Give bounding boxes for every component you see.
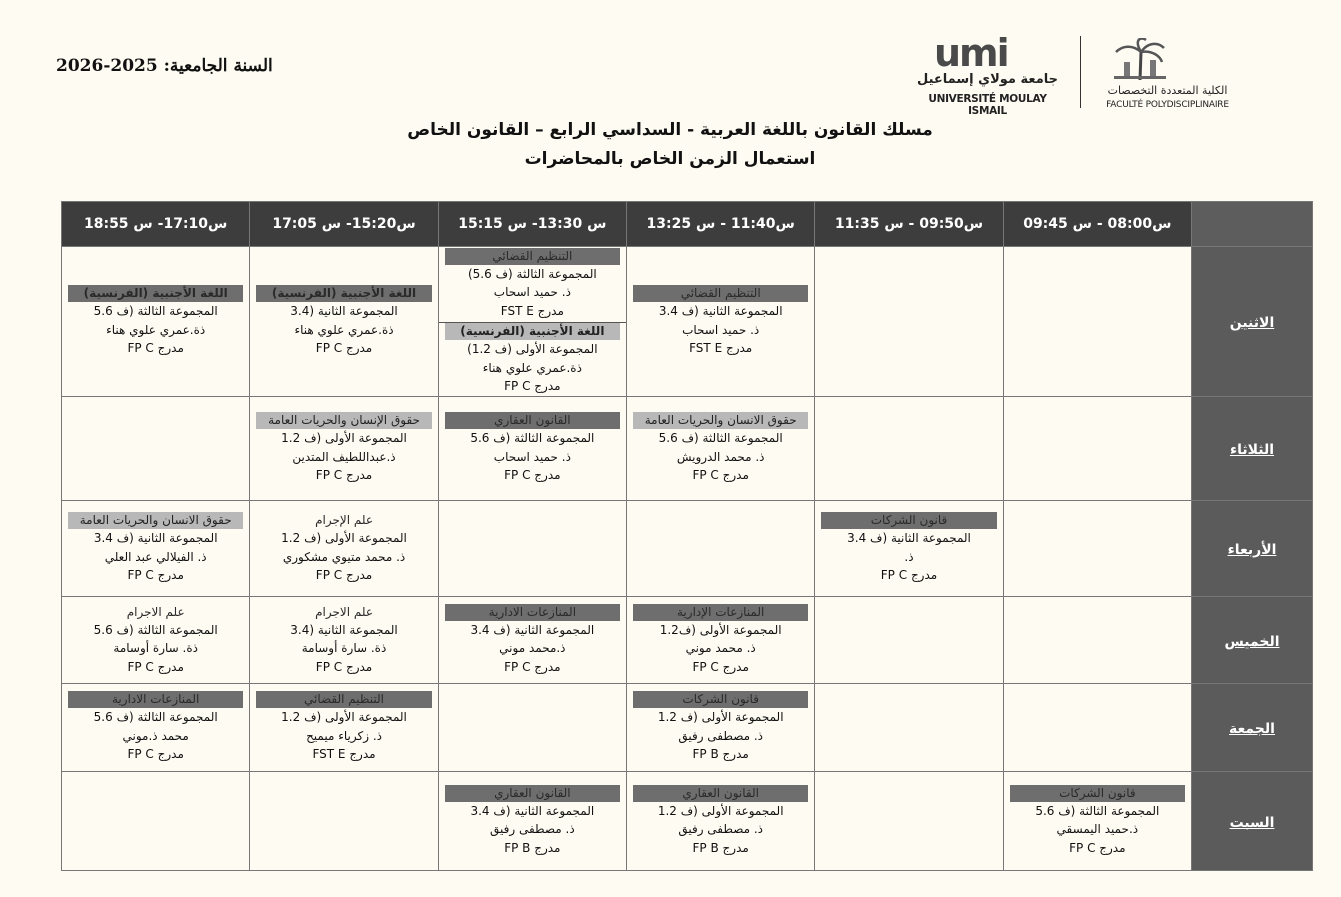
- class-professor: ذة. سارة أوسامة: [301, 641, 387, 656]
- day-label-cell: [1192, 597, 1313, 684]
- day-row: [62, 247, 1313, 397]
- class-room: مدرج FP B: [504, 840, 561, 855]
- class-group: المجموعة الثانية (3.4: [290, 304, 398, 319]
- class-group: المجموعة الأولى (ف 1.2: [281, 431, 407, 446]
- class-entry: [1004, 785, 1191, 858]
- schedule-cell: [250, 597, 438, 684]
- class-room: مدرج FP C: [692, 468, 749, 483]
- class-subject: التنظيم القضائي: [633, 285, 808, 302]
- day-row: [62, 501, 1313, 597]
- day-label: السبت: [1229, 814, 1275, 831]
- class-entry: [250, 691, 437, 764]
- schedule-cell: [815, 247, 1003, 397]
- schedule-cell: [1003, 501, 1191, 597]
- class-professor: ذة.عمري علوي هناء: [482, 360, 582, 375]
- day-label-cell: [1192, 684, 1313, 772]
- schedule-cell: [627, 247, 815, 397]
- day-label: الخميس: [1224, 633, 1280, 650]
- class-room: مدرج FP C: [127, 747, 184, 762]
- schedule-cell: [438, 397, 626, 501]
- schedule-cell: [627, 397, 815, 501]
- time-slot-header: س 13:30- س 15:15: [438, 202, 626, 247]
- class-group: المجموعة الثالثة (ف 5.6: [1035, 803, 1160, 818]
- faculty-logo: [1100, 38, 1235, 114]
- class-subject: التنظيم القضائي: [445, 248, 620, 265]
- class-subject: القانون العقاري: [445, 785, 620, 802]
- time-slot-header: س15:20- س 17:05: [250, 202, 438, 247]
- class-professor: ذ.محمد موني: [499, 641, 566, 656]
- class-room: مدرج FP C: [127, 659, 184, 674]
- class-entry: [627, 604, 814, 677]
- class-professor: ذة.عمري علوي هناء: [106, 322, 206, 337]
- class-room: مدرج FP C: [692, 659, 749, 674]
- schedule-cell: [250, 247, 438, 397]
- class-group: المجموعة الثانية (ف 3.4: [470, 622, 595, 637]
- day-row: [62, 597, 1313, 684]
- class-subject: حقوق الإنسان والحريات العامة: [256, 412, 431, 429]
- class-entry: [62, 512, 249, 585]
- umi-name-french: UNIVERSITÉ MOULAY ISMAIL: [928, 93, 1047, 117]
- class-subject: القانون العقاري: [445, 412, 620, 429]
- class-professor: ذ. الفيلالي عبد العلي: [104, 549, 207, 564]
- class-entry: [439, 248, 626, 321]
- timetable: [61, 201, 1313, 871]
- class-group: المجموعة الأولى (ف 1.2: [281, 531, 407, 546]
- class-subject: علم الاجرام: [315, 604, 373, 619]
- corner-cell: [1192, 202, 1313, 247]
- class-room: مدرج FP C: [315, 341, 373, 356]
- class-entry: [439, 322, 626, 396]
- class-entry: [439, 604, 626, 677]
- class-entry: [62, 604, 249, 677]
- day-label: الأربعاء: [1227, 542, 1277, 558]
- class-subject: قانون الشركات: [821, 512, 996, 529]
- schedule-cell: [627, 501, 815, 597]
- class-professor: ذ. حميد اسحاب: [682, 322, 760, 337]
- schedule-cell: [1003, 684, 1191, 772]
- schedule-cell: [250, 772, 438, 871]
- day-row: [62, 397, 1313, 501]
- faculty-name-french: FACULTÉ POLYDISCIPLINAIRE: [1106, 100, 1229, 110]
- class-professor: ذ. مصطفى رفيق: [490, 822, 575, 837]
- schedule-cell: [1003, 397, 1191, 501]
- class-entry: [815, 512, 1002, 585]
- schedule-cell: [438, 247, 626, 397]
- time-slot-header: س17:10- س 18:55: [62, 202, 250, 247]
- academic-year: السنة الجامعية: 2025-2026: [56, 56, 273, 76]
- class-room: مدرج FST E: [500, 303, 564, 318]
- class-entry: [439, 412, 626, 485]
- class-subject: اللغة الأجنبية (الفرنسية): [256, 285, 431, 302]
- class-subject: اللغة الأجنبية (الفرنسية): [445, 323, 620, 340]
- schedule-cell: [627, 684, 815, 772]
- schedule-cell: [438, 501, 626, 597]
- class-entry: [250, 412, 437, 485]
- faculty-name-arabic: الكلية المتعددة التخصصات: [1107, 84, 1228, 97]
- class-room: مدرج FST E: [312, 747, 376, 762]
- class-group: المجموعة الثانية (ف 3.4: [658, 304, 783, 319]
- class-professor: ذ. حميد اسحاب: [493, 285, 571, 299]
- time-slot-header: س08:00 - س 09:45: [1003, 202, 1191, 247]
- day-label: الجمعة: [1229, 721, 1275, 737]
- schedule-cell: [815, 684, 1003, 772]
- class-group: المجموعة الثالثة (ف 5.6: [93, 304, 218, 319]
- logo-divider: [1080, 36, 1081, 108]
- umi-name-arabic: جامعة مولاي إسماعيل: [917, 72, 1058, 87]
- class-professor: ذ. محمد الدرويش: [676, 449, 765, 464]
- class-subject: حقوق الانسان والحريات العامة: [68, 512, 243, 529]
- class-subject: القانون العقاري: [633, 785, 808, 802]
- class-entry: [250, 604, 437, 677]
- time-slot-header: س11:40 - س 13:25: [627, 202, 815, 247]
- class-group: المجموعة الثانية (ف 3.4: [93, 531, 218, 546]
- class-professor: ذ. مصطفى رفيق: [678, 728, 764, 743]
- class-subject: اللغة الأجنبية (الفرنسية): [68, 285, 243, 302]
- class-professor: ذ.: [904, 549, 914, 564]
- class-entry: [250, 512, 437, 585]
- umi-logo: [910, 31, 1070, 117]
- class-subject: المنازعات الإدارية: [633, 604, 808, 621]
- schedule-cell: [815, 397, 1003, 501]
- class-room: مدرج FP C: [880, 568, 938, 583]
- class-group: المجموعة الأولى (ف 1.2: [657, 803, 784, 818]
- class-group: المجموعة الثالثة (ف 5.6): [467, 266, 597, 281]
- schedule-cell: [627, 597, 815, 684]
- class-room: مدرج FP C: [504, 468, 561, 483]
- schedule-cell: [815, 501, 1003, 597]
- class-room: مدرج FP B: [692, 840, 749, 855]
- schedule-cell: [62, 684, 250, 772]
- class-entry: [627, 285, 814, 358]
- schedule-cell: [62, 501, 250, 597]
- class-room: مدرج FP B: [692, 747, 749, 762]
- class-group: المجموعة الأولى (ف 1.2): [467, 342, 598, 356]
- class-group: المجموعة الأولى (ف1.2: [659, 622, 782, 637]
- class-group: المجموعة الثالثة (ف 5.6: [93, 710, 218, 725]
- class-room: مدرج FP C: [315, 468, 373, 483]
- class-professor: ذ.عبداللطيف المتدين: [292, 449, 396, 464]
- class-subject: المنازعات الادارية: [445, 604, 620, 621]
- class-entry: [439, 785, 626, 858]
- class-entry: [627, 691, 814, 764]
- day-label-cell: [1192, 501, 1313, 597]
- palm-tree-icon: [1110, 38, 1170, 82]
- class-room: مدرج FP C: [504, 659, 561, 674]
- class-group: المجموعة الثانية (ف 3.4: [847, 531, 971, 546]
- day-row: [62, 684, 1313, 772]
- class-entry: [250, 285, 437, 358]
- class-subject: المنازعات الادارية: [68, 691, 243, 708]
- class-professor: محمد ذ.موني: [122, 728, 189, 743]
- class-entry: [627, 785, 814, 858]
- schedule-cell: [250, 397, 438, 501]
- class-room: مدرج FP C: [127, 568, 184, 583]
- time-header-row: [62, 202, 1313, 247]
- schedule-cell: [62, 597, 250, 684]
- schedule-cell: [1003, 597, 1191, 684]
- class-subject: علم الاجرام: [126, 604, 185, 619]
- day-label-cell: [1192, 772, 1313, 871]
- schedule-cell: [62, 772, 250, 871]
- class-professor: ذة. سارة أوسامة: [113, 641, 198, 656]
- class-professor: ذة.عمري علوي هناء: [294, 322, 394, 337]
- class-group: المجموعة الأولى (ف 1.2: [657, 710, 784, 725]
- class-professor: ذ. محمد متيوي مشكوري: [282, 549, 406, 564]
- class-room: مدرج FP C: [315, 659, 373, 674]
- class-entry: [62, 285, 249, 358]
- umi-logo-mark: umi: [934, 31, 1008, 75]
- class-professor: ذ.حميد اليمسقي: [1056, 822, 1139, 837]
- class-subject: قانون الشركات: [1010, 785, 1185, 802]
- class-professor: ذ. مصطفى رفيق: [678, 822, 764, 837]
- class-subject: التنظيم القضائي: [256, 691, 431, 708]
- schedule-cell: [250, 501, 438, 597]
- schedule-cell: [438, 772, 626, 871]
- day-label: الاثنين: [1229, 315, 1275, 331]
- class-subject: علم الإجرام: [315, 513, 373, 528]
- class-subject: قانون الشركات: [633, 691, 808, 708]
- program-title: مسلك القانون باللغة العربية - السداسي الرابع – القانون الخاص: [407, 120, 933, 140]
- schedule-cell: [438, 684, 626, 772]
- class-subject: حقوق الانسان والحريات العامة: [633, 412, 808, 429]
- class-room: مدرج FP C: [315, 568, 373, 583]
- day-label-cell: [1192, 247, 1313, 397]
- schedule-cell: [62, 247, 250, 397]
- schedule-cell: [627, 772, 815, 871]
- class-professor: ذ. محمد موني: [685, 641, 756, 656]
- schedule-cell: [1003, 247, 1191, 397]
- class-group: المجموعة الثالثة (ف 5.6: [93, 622, 218, 637]
- class-group: المجموعة الثانية (ف 3.4: [470, 803, 595, 818]
- day-row: [62, 772, 1313, 871]
- class-room: مدرج FP C: [504, 379, 561, 393]
- class-group: المجموعة الثالثة (ف 5.6: [658, 431, 783, 446]
- class-room: مدرج FST E: [689, 341, 753, 356]
- class-group: المجموعة الثالثة (ف 5.6: [470, 431, 595, 446]
- schedule-cell: [815, 597, 1003, 684]
- class-group: المجموعة الثانية (3.4: [290, 622, 398, 637]
- class-entry: [62, 691, 249, 764]
- class-group: المجموعة الأولى (ف 1.2: [281, 710, 407, 725]
- class-professor: ذ. حميد اسحاب: [493, 449, 571, 464]
- schedule-cell: [1003, 772, 1191, 871]
- time-slot-header: س09:50 - س 11:35: [815, 202, 1003, 247]
- class-entry: [627, 412, 814, 485]
- class-room: مدرج FP C: [1069, 840, 1126, 855]
- schedule-cell: [438, 597, 626, 684]
- class-professor: ذ. زكرياء ميميح: [306, 728, 382, 743]
- schedule-cell: [62, 397, 250, 501]
- day-label-cell: [1192, 397, 1313, 501]
- schedule-cell: [815, 772, 1003, 871]
- schedule-cell: [250, 684, 438, 772]
- class-room: مدرج FP C: [127, 341, 184, 356]
- schedule-title: استعمال الزمن الخاص بالمحاضرات: [524, 149, 816, 169]
- day-label: الثلاثاء: [1229, 442, 1275, 458]
